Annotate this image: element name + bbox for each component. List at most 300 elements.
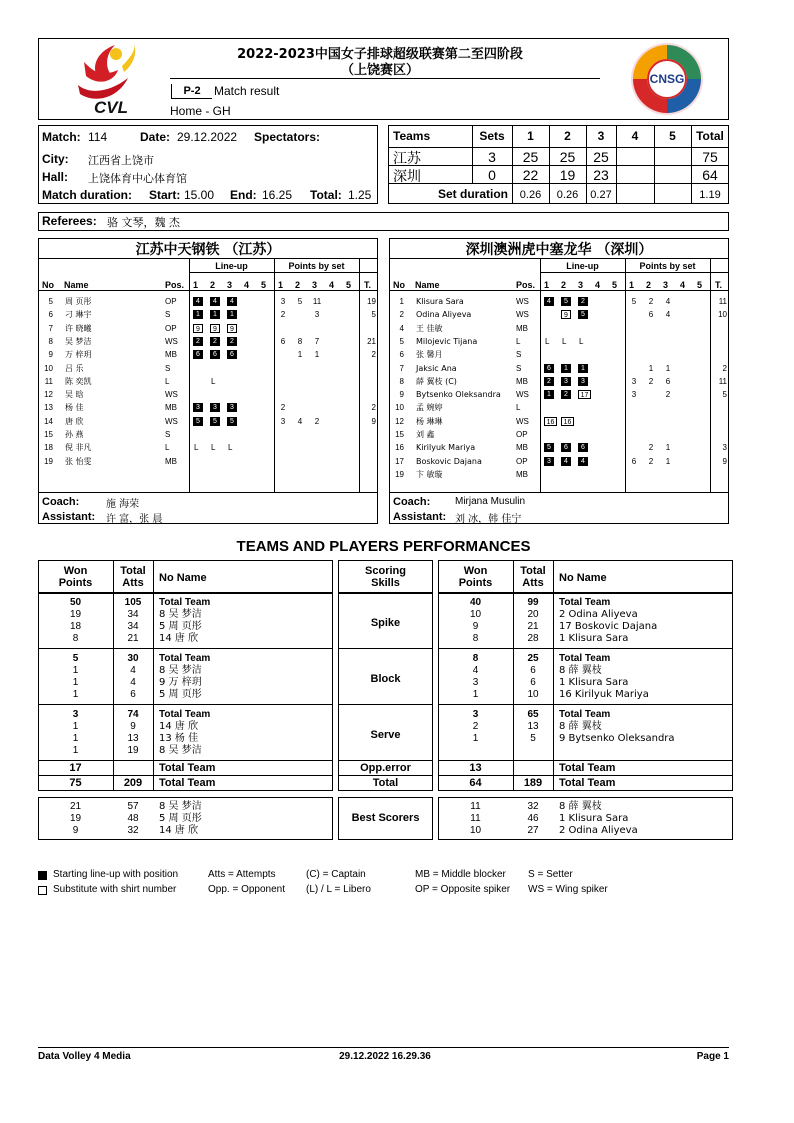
- lineup-cell: 1: [193, 310, 203, 319]
- lineup-cell: 4: [544, 297, 554, 306]
- best-atts: 46: [527, 813, 539, 824]
- set-points: 2: [665, 390, 671, 400]
- lineup-libero: L: [211, 443, 216, 453]
- legend-atts: Atts = Attempts: [208, 869, 276, 880]
- total-a-atts: 209: [123, 777, 143, 789]
- perf-won: 1: [72, 689, 79, 700]
- perf-won: 5: [72, 653, 79, 664]
- perf-name: 8 吴 梦洁: [159, 609, 202, 620]
- best-won-col: [438, 801, 513, 837]
- score-b-s3: 23: [593, 167, 609, 183]
- perf-name-col: [159, 597, 210, 645]
- player-number: 13: [44, 403, 53, 413]
- set-points: 4: [297, 416, 303, 426]
- best-name: 1 Klisura Sara: [559, 813, 629, 824]
- player-number: 1: [399, 297, 404, 306]
- perf-won: 3: [472, 709, 479, 720]
- total-a-name: Total Team: [159, 777, 216, 789]
- player-total: 19: [367, 297, 376, 306]
- lineup-cell: 5: [544, 443, 554, 452]
- perf-atts: 25: [527, 653, 539, 664]
- perf-won: 10: [469, 609, 482, 620]
- player-position: L: [165, 443, 170, 453]
- score-a-s3: 25: [593, 149, 609, 165]
- set-number: 2: [646, 280, 652, 290]
- set-number: 2: [210, 280, 216, 290]
- best-atts: 32: [127, 825, 139, 836]
- score-a-sets: 3: [488, 149, 496, 165]
- player-name: 杨 琳琳: [416, 416, 443, 426]
- player-position: MB: [165, 403, 177, 413]
- perf-atts-col: [513, 709, 553, 745]
- perf-a-h-won: Won: [63, 565, 88, 577]
- best-atts: 48: [127, 813, 139, 824]
- perf-skill: Serve: [370, 729, 401, 741]
- total-value: 1.25: [348, 188, 372, 202]
- perf-name: 8 薛 翼枝: [559, 721, 602, 732]
- perf-won-col: [438, 709, 513, 745]
- lineup-libero: L: [545, 336, 550, 346]
- perf-won: 8: [472, 633, 479, 644]
- score-h-3: 3: [597, 129, 605, 143]
- player-position: S: [165, 363, 171, 373]
- legend-op: OP = Opposite spiker: [415, 884, 511, 895]
- lineup-cell: 5: [210, 417, 220, 426]
- total-label-perf: Total: [372, 777, 399, 789]
- set-number: 4: [595, 280, 601, 290]
- player-number: 9: [48, 350, 53, 360]
- opp-b-won: 13: [469, 762, 482, 774]
- lineup-cell: 1: [544, 390, 554, 399]
- perf-won: 50: [69, 597, 82, 608]
- set-points: 5: [631, 297, 637, 306]
- opp-b-name: Total Team: [559, 762, 616, 774]
- best-won: 11: [470, 801, 481, 812]
- player-total: 9: [371, 416, 376, 426]
- perf-atts: 13: [127, 733, 139, 744]
- end-value: 16.25: [262, 188, 293, 202]
- duration-label: Match duration:: [42, 188, 132, 202]
- perf-won-col: [438, 653, 513, 701]
- player-position: MB: [516, 469, 528, 479]
- score-h-teams: Teams: [393, 129, 431, 143]
- perf-atts: 19: [127, 745, 139, 756]
- referees-value: 骆 文琴，魏 杰: [107, 216, 180, 229]
- best-name: 8 吴 梦洁: [159, 801, 202, 812]
- set-points: 1: [648, 363, 654, 373]
- perf-atts: 6: [130, 689, 136, 700]
- team-b-col-name: Name: [415, 280, 440, 290]
- lineup-cell: 2: [227, 337, 237, 346]
- player-name: 许 晓曦: [65, 323, 92, 333]
- score-team-b: 深圳: [393, 169, 421, 185]
- perf-name: 9 万 梓玥: [159, 677, 202, 688]
- perf-name: Total Team: [559, 597, 611, 608]
- perf-a-h-noname: No Name: [159, 572, 207, 584]
- best-scorers-label: Best Scorers: [351, 812, 420, 824]
- player-name: 刁 琳宇: [65, 310, 92, 320]
- perf-atts: 34: [127, 609, 139, 620]
- player-number: 15: [44, 430, 53, 439]
- perf-name: 8 薛 翼枝: [559, 665, 602, 676]
- perf-atts-col: [113, 653, 153, 701]
- perf-won: 8: [472, 653, 479, 664]
- perf-name: 13 杨 佳: [159, 733, 199, 744]
- player-row: [389, 322, 729, 335]
- player-name: Jaksic Ana: [416, 363, 457, 373]
- team-b-col-no: No: [393, 280, 405, 290]
- player-row: [38, 401, 378, 414]
- player-number: 15: [395, 430, 404, 439]
- player-number: 5: [48, 297, 53, 306]
- team-b-col-pos: Pos.: [516, 280, 536, 290]
- player-number: 16: [395, 443, 404, 453]
- set-duration-1: 0.26: [519, 189, 542, 201]
- player-row: [38, 441, 378, 454]
- player-row: [389, 455, 729, 468]
- best-name: 8 薛 翼枝: [559, 801, 602, 812]
- perf-b-h-atts: Atts: [522, 577, 544, 589]
- perf-atts: 30: [127, 653, 139, 664]
- perf-won: 18: [69, 621, 82, 632]
- perf-won: 19: [69, 609, 82, 620]
- start-label: Start:: [149, 188, 181, 202]
- set-points: 11: [312, 297, 322, 306]
- set-duration-total: 1.19: [699, 189, 721, 201]
- player-name: 周 页彤: [65, 297, 92, 306]
- player-number: 8: [48, 336, 53, 346]
- player-number: 14: [44, 416, 53, 426]
- perf-name: 9 Bytsenko Oleksandra: [559, 733, 675, 744]
- legend-libero: (L) / L = Libero: [306, 884, 371, 895]
- player-position: S: [165, 430, 171, 439]
- cnsg-text: CNSG: [649, 72, 685, 86]
- team-a-lineup-label: Line-up: [215, 261, 248, 271]
- lineup-cell: 5: [578, 310, 588, 319]
- perf-atts-col: [513, 653, 553, 701]
- best-name: 14 唐 欣: [159, 825, 199, 836]
- set-points: 4: [665, 297, 671, 306]
- perf-atts: 10: [527, 689, 539, 700]
- set-points: 3: [280, 416, 286, 426]
- perf-name: 5 周 页彤: [159, 621, 202, 632]
- player-name: Milojevic Tijana: [416, 336, 478, 346]
- player-number: 6: [399, 350, 404, 360]
- score-a-s1: 25: [522, 149, 539, 165]
- lineup-libero: L: [211, 376, 216, 386]
- set-points: 2: [314, 416, 320, 426]
- player-name: Kirilyuk Mariya: [416, 443, 476, 453]
- player-row: [38, 295, 378, 308]
- total-b-name: Total Team: [559, 777, 616, 789]
- team-a-col-t: T.: [364, 280, 372, 290]
- player-row: [38, 415, 378, 428]
- legend-opp: Opp. = Opponent: [208, 884, 286, 895]
- player-row: [38, 428, 378, 441]
- player-name: Bytsenko Oleksandra: [416, 390, 501, 400]
- set-points: 1: [297, 350, 303, 360]
- team-b-points-label: Points by set: [639, 261, 696, 271]
- perf-won: 9: [472, 621, 479, 632]
- match-number: 114: [88, 130, 108, 144]
- set-number: 5: [612, 280, 618, 290]
- player-position: S: [516, 350, 522, 360]
- player-row: [38, 362, 378, 375]
- lineup-cell: 2: [210, 337, 220, 346]
- lineup-cell: 2: [544, 377, 554, 386]
- player-name: 张 怡雯: [65, 456, 92, 466]
- cvl-logo: [70, 40, 140, 118]
- team-b-name: 深圳澳洲虎中塞龙华 （深圳）: [465, 242, 653, 258]
- player-position: WS: [516, 416, 529, 426]
- perf-won-col: [438, 597, 513, 645]
- perf-b-h-points: Points: [458, 577, 493, 589]
- lineup-cell: 4: [578, 457, 588, 466]
- team-a-col-name: Name: [64, 280, 89, 290]
- set-number: 4: [680, 280, 686, 290]
- best-atts-col: [113, 801, 153, 837]
- player-position: L: [516, 336, 521, 346]
- set-points: 3: [314, 310, 320, 320]
- player-name: Odina Aliyeva: [416, 310, 472, 320]
- perf-atts: 5: [530, 733, 536, 744]
- score-a-s2: 25: [559, 149, 576, 165]
- end-label: End:: [230, 188, 257, 202]
- team-b-coach: Mirjana Musulin: [455, 496, 526, 507]
- player-name: 卞 敏璇: [416, 469, 443, 479]
- player-number: 10: [44, 363, 53, 373]
- perf-b-h-noname: No Name: [559, 572, 607, 584]
- perf-h-skills: Skills: [371, 577, 400, 589]
- player-number: 4: [399, 323, 404, 333]
- set-number: 5: [697, 280, 703, 290]
- perf-atts: 6: [530, 665, 536, 676]
- player-position: WS: [516, 297, 529, 306]
- perf-name: 5 周 页彤: [159, 689, 202, 700]
- player-row: [389, 295, 729, 308]
- player-row: [38, 455, 378, 468]
- perf-atts: 9: [130, 721, 136, 732]
- best-name: 5 周 页彤: [159, 813, 202, 824]
- best-atts: 57: [127, 801, 139, 812]
- player-number: 17: [395, 456, 404, 466]
- lineup-cell: 1: [578, 364, 588, 373]
- player-total: 2: [371, 403, 376, 413]
- set-number: 5: [261, 280, 267, 290]
- perf-name: 1 Klisura Sara: [559, 633, 629, 644]
- report-code: P-2: [171, 84, 212, 99]
- set-points: 1: [665, 363, 671, 373]
- perf-won: 1: [72, 721, 79, 732]
- set-duration-2: 0.26: [556, 189, 579, 201]
- legend-filled-square: [38, 871, 47, 880]
- player-name: 唐 欣: [65, 416, 84, 426]
- team-a-points-label: Points by set: [288, 261, 345, 271]
- player-number: 2: [399, 310, 404, 320]
- player-total: 11: [718, 376, 727, 386]
- lineup-cell: 6: [578, 443, 588, 452]
- player-name: Klisura Sara: [416, 297, 464, 306]
- match-label: Match:: [42, 130, 81, 144]
- lineup-cell: 16: [544, 417, 557, 426]
- lineup-cell: 6: [193, 350, 203, 359]
- page-subtitle: （上饶赛区）: [340, 63, 419, 78]
- lineup-cell: 3: [561, 377, 571, 386]
- team-a-col-no: No: [42, 280, 54, 290]
- perf-name: 1 Klisura Sara: [559, 677, 629, 688]
- score-grid: [388, 125, 729, 204]
- best-won: 11: [470, 813, 481, 824]
- player-name: 杨 佳: [65, 403, 84, 413]
- best-atts: 27: [527, 825, 539, 836]
- player-row: [38, 335, 378, 348]
- player-position: WS: [165, 416, 178, 426]
- perf-atts: 21: [127, 633, 139, 644]
- player-position: OP: [165, 323, 177, 333]
- perf-name: Total Team: [559, 653, 611, 664]
- lineup-libero: L: [579, 336, 584, 346]
- perf-atts: 99: [527, 597, 539, 608]
- player-name: 陈 奕凯: [65, 376, 92, 386]
- player-number: 12: [395, 416, 404, 426]
- set-points: 6: [631, 456, 637, 466]
- player-row: [389, 335, 729, 348]
- lineup-cell: 6: [210, 350, 220, 359]
- opp-a-won: 17: [69, 762, 82, 774]
- legend-empty-square: [38, 886, 47, 895]
- player-name: 吴 晗: [65, 390, 84, 400]
- score-h-2: 2: [564, 129, 571, 143]
- perf-name-col: [559, 653, 649, 701]
- best-name-col: [159, 801, 202, 837]
- player-row: [389, 468, 729, 481]
- perf-skill: Block: [370, 673, 401, 685]
- player-name: 张 馨月: [416, 350, 443, 360]
- player-number: 9: [399, 390, 404, 400]
- set-duration-3: 0.27: [590, 189, 612, 201]
- footer-right: Page 1: [696, 1051, 729, 1062]
- player-name: 刘 鑫: [416, 430, 435, 439]
- player-number: 11: [44, 376, 53, 386]
- player-position: WS: [165, 390, 178, 400]
- team-a-coach-label: Coach:: [42, 496, 80, 508]
- lineup-cell: 9: [193, 324, 203, 333]
- player-position: OP: [516, 456, 528, 466]
- player-position: L: [516, 403, 521, 413]
- player-row: [389, 401, 729, 414]
- team-b-col-t: T.: [715, 280, 723, 290]
- best-won: 9: [72, 825, 79, 836]
- total-a-won: 75: [69, 777, 82, 789]
- perf-name: Total Team: [159, 597, 211, 608]
- team-b-lineup-label: Line-up: [566, 261, 599, 271]
- perf-a-h-points: Points: [58, 577, 93, 589]
- perf-won-col: [38, 709, 113, 757]
- best-name-col: [559, 801, 638, 837]
- player-name: 倪 非凡: [65, 443, 92, 453]
- player-name: 孙 燕: [65, 430, 84, 439]
- player-position: S: [165, 310, 171, 320]
- set-points: 4: [665, 310, 671, 320]
- set-points: 3: [631, 390, 637, 400]
- player-row: [38, 308, 378, 321]
- performances-title: TEAMS AND PLAYERS PERFORMANCES: [236, 538, 531, 555]
- set-points: 1: [314, 350, 320, 360]
- lineup-cell: 5: [227, 417, 237, 426]
- perf-atts: 20: [527, 609, 539, 620]
- perf-atts: 28: [527, 633, 539, 644]
- report-type: Match result: [214, 84, 280, 98]
- perf-won: 2: [472, 721, 479, 732]
- perf-atts: 74: [127, 709, 139, 720]
- set-number: 1: [629, 280, 635, 290]
- set-number: 4: [244, 280, 250, 290]
- lineup-cell: 9: [561, 310, 571, 319]
- player-total: 5: [371, 310, 376, 320]
- best-won: 21: [69, 801, 82, 812]
- perf-won: 1: [72, 665, 79, 676]
- legend-starting: Starting line-up with position: [53, 869, 179, 880]
- perf-won: 3: [72, 709, 79, 720]
- perf-name: Total Team: [159, 709, 211, 720]
- perf-name: 14 唐 欣: [159, 721, 199, 732]
- team-a-coach: 施 海荣: [106, 499, 140, 510]
- player-row: [38, 348, 378, 361]
- player-name: 孟 婉婷: [416, 403, 443, 413]
- perf-a-h-total: Total: [120, 565, 146, 577]
- lineup-cell: 4: [193, 297, 203, 306]
- score-b-s2: 19: [559, 167, 576, 183]
- player-position: MB: [516, 376, 528, 386]
- lineup-cell: 9: [227, 324, 237, 333]
- perf-atts-col: [113, 709, 153, 757]
- best-won: 19: [69, 813, 82, 824]
- lineup-cell: 3: [193, 403, 203, 412]
- lineup-cell: 6: [544, 364, 554, 373]
- player-row: [389, 308, 729, 321]
- player-total: 3: [722, 443, 727, 453]
- set-points: 2: [648, 376, 654, 386]
- best-won: 10: [469, 825, 482, 836]
- set-number: 1: [544, 280, 550, 290]
- set-points: 6: [280, 336, 286, 346]
- start-value: 15.00: [184, 188, 215, 202]
- perf-name: Total Team: [559, 709, 611, 720]
- perf-name: 17 Boskovic Dajana: [559, 621, 658, 632]
- city-label: City:: [42, 152, 69, 166]
- perf-won: 1: [72, 677, 79, 688]
- player-total: 5: [722, 390, 727, 400]
- spectators-label: Spectators:: [254, 130, 321, 144]
- set-number: 2: [561, 280, 567, 290]
- total-label: Total:: [310, 188, 342, 202]
- player-total: 9: [722, 456, 727, 466]
- perf-won: 1: [72, 745, 79, 756]
- set-points: 1: [665, 443, 671, 453]
- legend-substitute: Substitute with shirt number: [53, 884, 177, 895]
- player-total: 10: [718, 310, 727, 320]
- perf-name-col: [559, 597, 657, 645]
- player-name: Boskovic Dajana: [416, 456, 482, 466]
- perf-name: 16 Kirilyuk Mariya: [559, 689, 649, 700]
- legend-ws: WS = Wing spiker: [528, 884, 608, 895]
- player-number: 18: [44, 443, 53, 453]
- lineup-cell: 2: [193, 337, 203, 346]
- player-total: 11: [718, 297, 727, 306]
- score-h-5: 5: [669, 129, 676, 143]
- set-number: 5: [346, 280, 352, 290]
- perf-atts: 21: [527, 621, 539, 632]
